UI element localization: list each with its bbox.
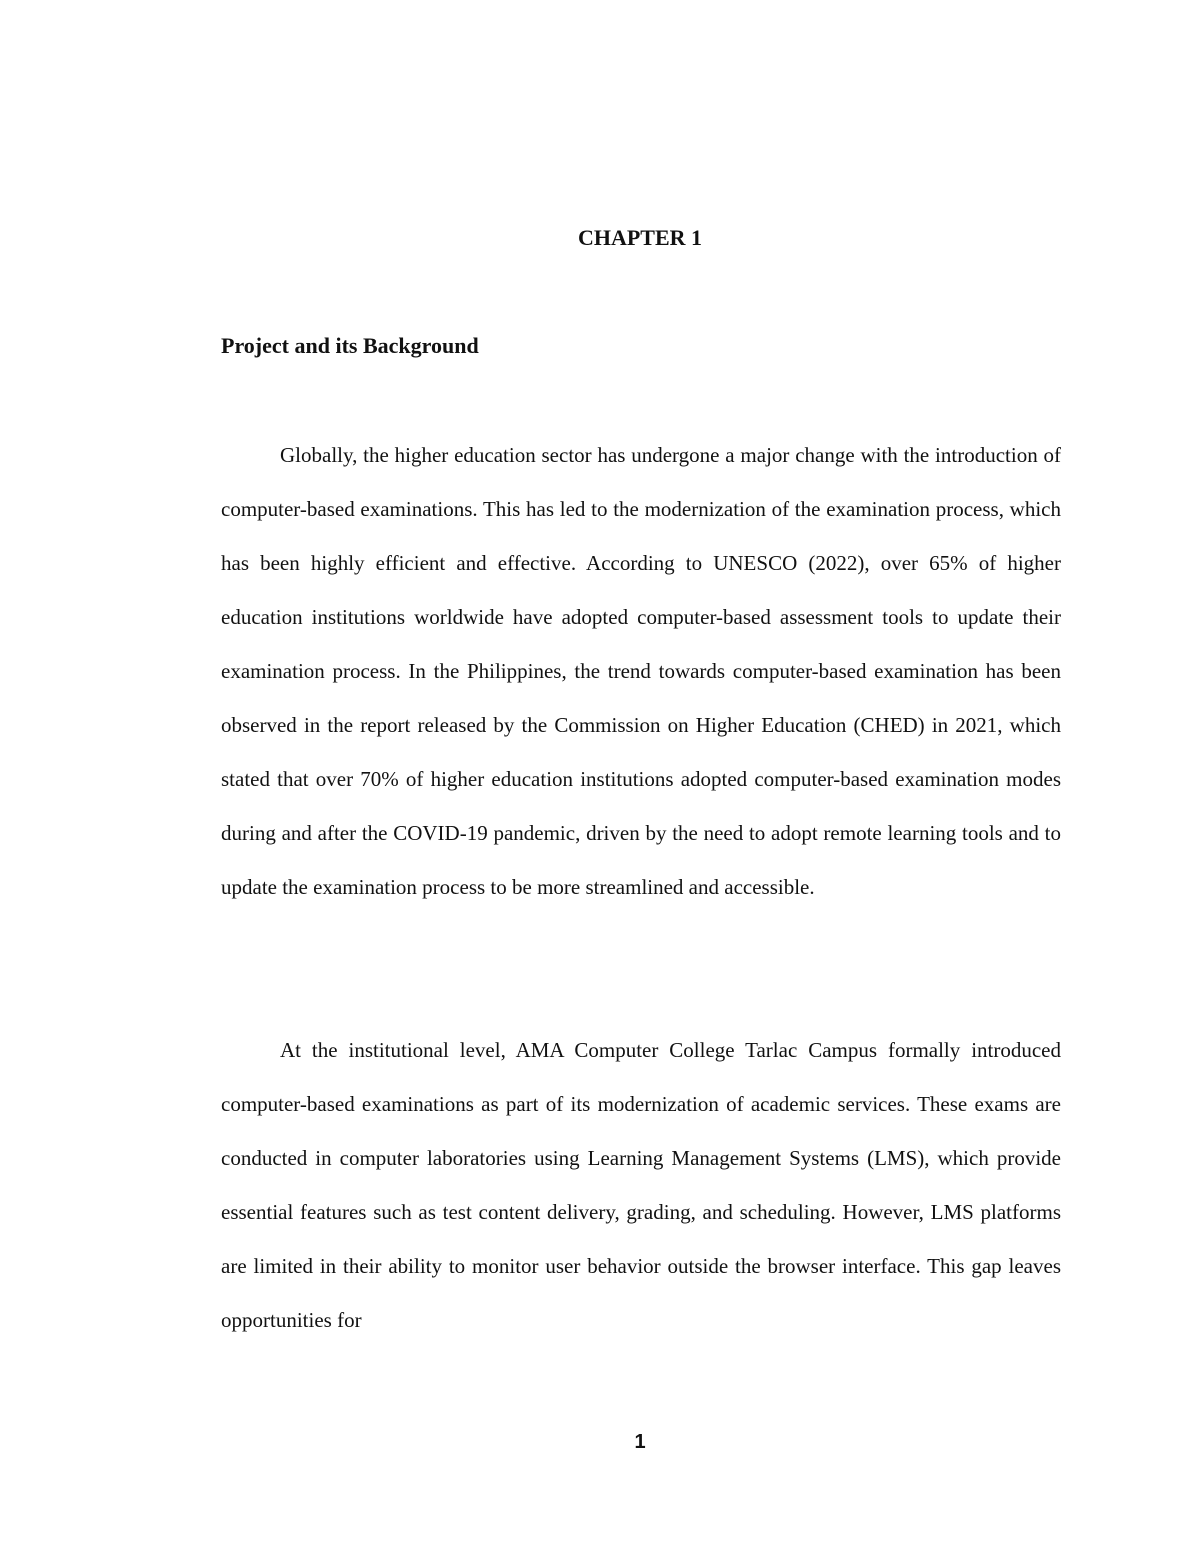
chapter-title: CHAPTER 1 (577, 225, 703, 250)
body-paragraph: Globally, the higher education sector has undergone a major change with the introduction of computer-based examinations. This has led to the modernization of the examination process, which has been highly efficient and effective. According to UNESCO (2022), over 65% of higher education institutions worldwide have adopted computer-based assessment tools to update their examination process. In the Philippines, the trend towards computer-based examination has been observed in the report released by the Commission on Higher Education (CHED) in 2021, which stated that over 70% of higher education institutions adopted computer-based examination modes during and after the COVID-19 pandemic, driven by the need to adopt remote learning tools and to update the examination process to be more streamlined and accessible. (221, 443, 1061, 899)
section-heading: Project and its Background (221, 333, 479, 358)
body-paragraph: At the institutional level, AMA Computer College Tarlac Campus formally introduced computer-based examinations as part of its modernization of academic services. These exams are conducted in computer laboratories using Learning Management Systems (LMS), which provide essential features such as test content delivery, grading, and scheduling. However, LMS platforms are limited in their ability to monitor user behavior outside the browser interface. This gap leaves opportunities for (221, 1038, 1061, 1332)
page-number: 1 (634, 1431, 646, 1453)
